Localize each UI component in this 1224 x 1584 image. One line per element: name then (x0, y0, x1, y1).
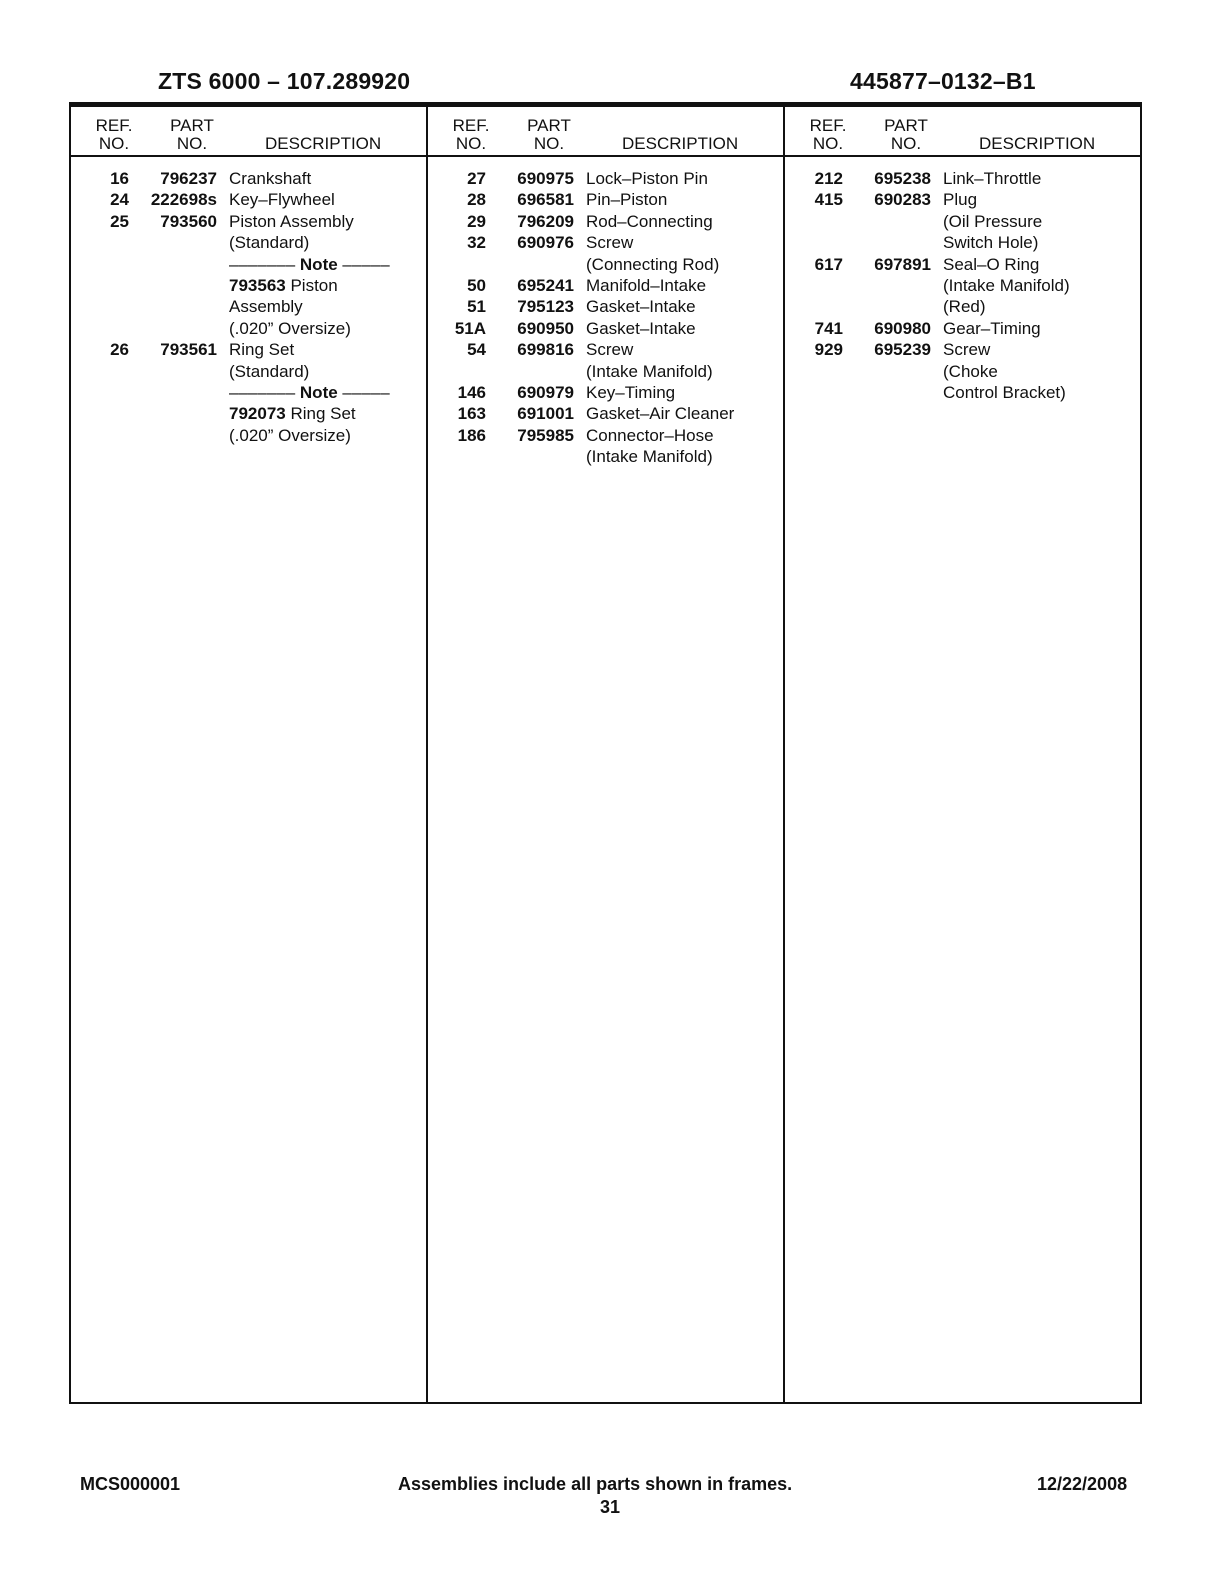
desc-post: ––––– (337, 254, 390, 274)
part-description: (Oil Pressure (943, 211, 1043, 231)
header-part (871, 117, 941, 153)
part-description: Screw (586, 233, 634, 253)
ref-number: 929 (814, 340, 843, 360)
part-description (229, 254, 390, 275)
part-number: 690976 (517, 233, 574, 253)
part-description: Seal–O Ring (943, 254, 1040, 274)
part-description: Gasket–Intake (586, 318, 696, 338)
desc-bold: Note (299, 382, 338, 402)
header-ref (797, 117, 859, 153)
part-description: (.020” Oversize) (229, 318, 351, 338)
ref-number: 51A (454, 318, 486, 338)
header-part-line1: PART (170, 116, 214, 135)
part-description: Ring Set (229, 340, 295, 360)
part-description: (Standard) (229, 233, 310, 253)
header-ref (83, 117, 145, 153)
document-number: 445877–0132–B1 (850, 68, 1036, 94)
part-description: (Choke (943, 361, 998, 381)
header-ref-line2: NO. (812, 134, 844, 153)
part-number: 691001 (517, 404, 574, 424)
part-description: (Standard) (229, 361, 310, 381)
header-ref-line2: NO. (98, 134, 130, 153)
page-number: 31 (600, 1497, 621, 1517)
header-description: DESCRIPTION (979, 134, 1096, 153)
header-description: DESCRIPTION (622, 134, 739, 153)
part-description: Crankshaft (229, 169, 312, 188)
part-description: Assembly (229, 297, 303, 317)
ref-number: 16 (110, 169, 129, 188)
part-number: 695241 (517, 275, 574, 295)
header-ref (440, 117, 502, 153)
ref-number: 32 (467, 233, 486, 253)
ref-number: 741 (814, 318, 843, 338)
part-number: 690950 (517, 318, 574, 338)
ref-number: 54 (467, 340, 486, 360)
part-number: 795985 (517, 425, 574, 445)
ref-number: 146 (457, 382, 486, 402)
part-number: 793560 (160, 211, 217, 231)
desc-post: ––––– (337, 382, 390, 402)
part-description: Screw (586, 340, 634, 360)
part-description: Control Bracket) (943, 382, 1066, 402)
model-title: ZTS 6000 – 107.289920 (158, 68, 411, 94)
part-description: Pin–Piston (586, 190, 668, 210)
part-description: (Intake Manifold) (586, 447, 713, 467)
part-description (229, 382, 390, 403)
part-description: Gasket–Intake (586, 297, 696, 317)
part-description: (Connecting Rod) (586, 254, 720, 274)
header-ref-line2: NO. (455, 134, 487, 153)
desc-post: Piston (285, 275, 338, 295)
part-description: Rod–Connecting (586, 211, 713, 231)
ref-number: 28 (467, 190, 486, 210)
header-part-line1: PART (527, 116, 571, 135)
header-part-line2: NO. (176, 134, 208, 153)
part-number: 697891 (874, 254, 931, 274)
part-description: (Intake Manifold) (586, 361, 713, 381)
ref-number: 24 (110, 190, 129, 210)
part-number: 696581 (517, 190, 574, 210)
part-description: Gear–Timing (943, 318, 1041, 338)
header-part (157, 117, 227, 153)
header-ref-line1: REF. (452, 116, 490, 135)
ref-number: 617 (814, 254, 843, 274)
ref-number: 415 (814, 190, 843, 210)
footer-note: Assemblies include all parts shown in frames. (398, 1474, 793, 1494)
part-number: 793561 (160, 340, 217, 360)
part-description: (Red) (943, 297, 986, 317)
ref-number: 27 (467, 169, 486, 188)
part-description (229, 275, 338, 296)
header-divider (71, 155, 1140, 157)
desc-pre: ––––––– (229, 254, 300, 274)
header-part-line1: PART (884, 116, 928, 135)
header-ref-line1: REF. (809, 116, 847, 135)
part-number: 699816 (517, 340, 574, 360)
part-number: 695238 (874, 169, 931, 188)
part-number: 690980 (874, 318, 931, 338)
desc-post: Ring Set (285, 404, 356, 424)
part-description: Gasket–Air Cleaner (586, 404, 735, 424)
part-number: 690975 (517, 169, 574, 188)
part-number: 690979 (517, 382, 574, 402)
ref-number: 29 (467, 211, 486, 231)
part-description: Key–Flywheel (229, 190, 335, 210)
part-description: (Intake Manifold) (943, 275, 1070, 295)
parts-table-frame (69, 102, 1142, 1404)
desc-pre: ––––––– (229, 382, 300, 402)
header-ref-line1: REF. (95, 116, 133, 135)
ref-number: 163 (457, 404, 486, 424)
ref-number: 50 (467, 275, 486, 295)
column-divider-2 (783, 107, 785, 1402)
part-number: 795123 (517, 297, 574, 317)
header-description: DESCRIPTION (265, 134, 382, 153)
part-number: 796237 (160, 169, 217, 188)
part-description: (.020” Oversize) (229, 425, 351, 445)
part-number: 690283 (874, 190, 931, 210)
part-description: Key–Timing (586, 382, 676, 402)
desc-bold: 793563 (229, 275, 286, 295)
part-description: Plug (943, 190, 978, 210)
part-description: Link–Throttle (943, 169, 1042, 188)
part-description: Switch Hole) (943, 233, 1039, 253)
part-description (229, 403, 356, 424)
footer-code: MCS000001 (80, 1474, 181, 1494)
desc-bold: 792073 (229, 404, 286, 424)
desc-bold: Note (299, 254, 338, 274)
part-description: Manifold–Intake (586, 275, 707, 295)
part-number: 695239 (874, 340, 931, 360)
ref-number: 51 (467, 297, 486, 317)
header-part-line2: NO. (533, 134, 565, 153)
part-number: 796209 (517, 211, 574, 231)
header-part-line2: NO. (890, 134, 922, 153)
part-number: 222698s (150, 190, 217, 210)
part-description: Piston Assembly (229, 211, 354, 231)
ref-number: 25 (110, 211, 129, 231)
ref-number: 212 (814, 169, 843, 188)
ref-number: 186 (457, 425, 486, 445)
ref-number: 26 (110, 340, 129, 360)
part-description: Lock–Piston Pin (586, 169, 708, 188)
footer-date: 12/22/2008 (1037, 1474, 1128, 1494)
part-description: Screw (943, 340, 991, 360)
part-description: Connector–Hose (586, 425, 714, 445)
header-part (514, 117, 584, 153)
